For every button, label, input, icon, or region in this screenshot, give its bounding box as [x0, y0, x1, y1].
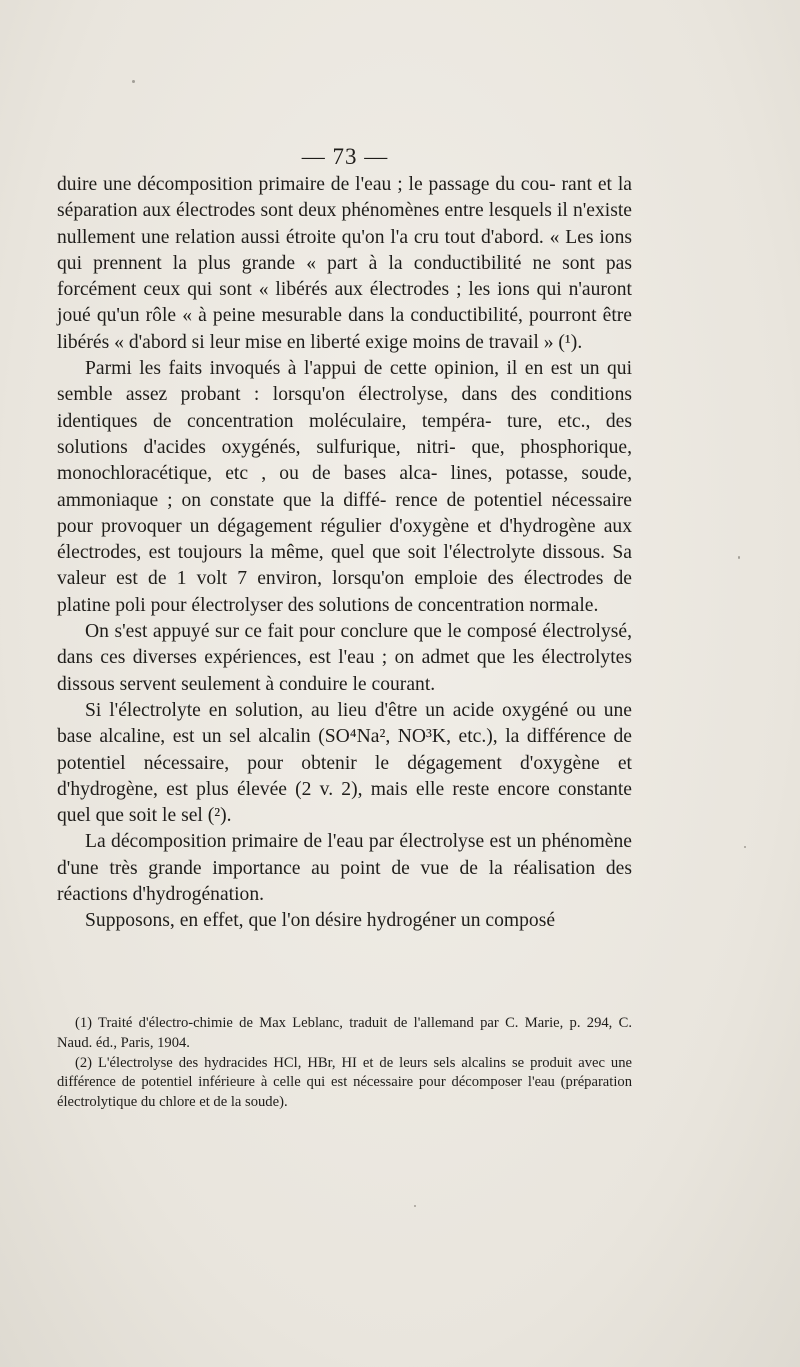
text-line: la même, quel que soit l'électrolyte dissous. Sa valeur est de [57, 542, 632, 590]
page-number: — 73 — [301, 144, 389, 169]
text-line: la différence de potentiel nécessaire, pour obtenir le dégagement [57, 726, 632, 774]
footnotes [57, 1014, 632, 1113]
text-line: ture, etc., des solutions d'acides oxygénés, sulfurique, nitri- [57, 410, 632, 458]
text-line: « d'abord si leur mise en liberté exige moins de travail » (¹). [114, 331, 583, 353]
body-text [57, 172, 632, 935]
text-line: phénomène d'une très grande importance au point de vue de la [57, 831, 632, 879]
footnote-line: et de la soude). [199, 1094, 288, 1111]
text-line: On s'est appuyé sur ce fait pour conclure que le composé [85, 621, 537, 643]
paragraph-4 [57, 698, 632, 829]
text-line: courant. [371, 673, 436, 695]
text-line: régulier d'oxygène et d'hydrogène aux électrodes, est toujours [57, 515, 632, 564]
text-line: rant et la séparation aux électrodes sont deux phénomènes entre [57, 174, 632, 222]
text-line: conditions identiques de concentration moléculaire, tempéra- [57, 384, 632, 432]
text-line: rence de potentiel nécessaire pour provoquer un dégagement [57, 489, 632, 537]
paper-speck [738, 556, 740, 559]
text-line: Parmi les faits invoqués à l'appui de cette opinion, il en est [85, 358, 573, 380]
text-line: l'a cru tout d'abord. « Les ions qui prennent la plus grande [57, 226, 633, 274]
footnote-2 [57, 1054, 632, 1113]
text-line: électrolysé, dans ces diverses expériences, est l'eau ; on admet [57, 621, 633, 669]
paper-speck [744, 846, 746, 848]
text-line: que les électrolytes dissous servent seulement à conduire le [57, 647, 632, 695]
text-line: Si l'électrolyte en solution, au lieu d'être un acide oxygéné [85, 699, 569, 721]
text-line: 1 volt 7 environ, lorsqu'on emploie des électrodes de platine poli [57, 568, 632, 616]
footnote-line: se produit avec une différence de potentiel inférieure à celle qui est [57, 1054, 632, 1091]
text-line: encore constante quel que soit le sel (²). [57, 778, 632, 827]
paper-speck [132, 80, 135, 83]
text-line: lesquels il n'existe nullement une relation aussi étroite qu'on [57, 200, 633, 248]
paper-speck [414, 1205, 416, 1207]
footnote-line: (1) Traité d'électro-chimie de Max Leblanc, traduit de l'allemand par [75, 1015, 499, 1031]
text-line: duire une décomposition primaire de l'eau ; le passage du cou- [57, 174, 556, 195]
text-line: « part à la conductibilité ne sont pas forcément ceux qui sont [57, 252, 632, 301]
paragraph-2 [57, 356, 632, 619]
text-line: ou une base alcaline, est un sel alcalin (SO⁴Na², NO³K, etc.), [57, 699, 633, 748]
footnote-line: (2) L'électrolyse des hydracides HCl, HBr, HI et de leurs sels alcalins [75, 1054, 506, 1071]
paragraph-5 [57, 829, 632, 908]
text-line: que, phosphorique, monochloracétique, etc , ou de bases alca- [57, 436, 632, 485]
paragraph-1 [57, 172, 632, 356]
footnote-line: nécessaire pour décomposer l'eau (préparation électrolytique du chlore [57, 1074, 632, 1111]
footnote-line: C. Marie, p. 294, C. Naud. éd., Paris, 1904. [57, 1015, 632, 1051]
paragraph-6 [57, 908, 632, 934]
footnote-1 [57, 1014, 632, 1054]
text-line: un qui semble assez probant : lorsqu'on électrolyse, dans des [57, 358, 633, 406]
text-line: « libérés aux électrodes ; les ions qui n'auront joué qu'un rôle [57, 279, 632, 327]
text-line: réalisation des réactions d'hydrogénation. [57, 857, 632, 906]
text-line: lines, potasse, soude, ammoniaque ; on constate que la diffé- [57, 463, 632, 511]
text-line: d'oxygène et d'hydrogène, est plus élevée (2 v. 2), mais elle reste [57, 752, 632, 800]
text-line: « à peine mesurable dans la conductibilité, pourront être libérés [57, 305, 632, 353]
text-line: pour électrolyser des solutions de concentration normale. [150, 594, 599, 616]
paragraph-3 [57, 619, 632, 698]
text-line: Supposons, en effet, que l'on désire hydrogéner un composé [85, 910, 556, 932]
text-line: La décomposition primaire de l'eau par électrolyse est un [85, 831, 537, 853]
